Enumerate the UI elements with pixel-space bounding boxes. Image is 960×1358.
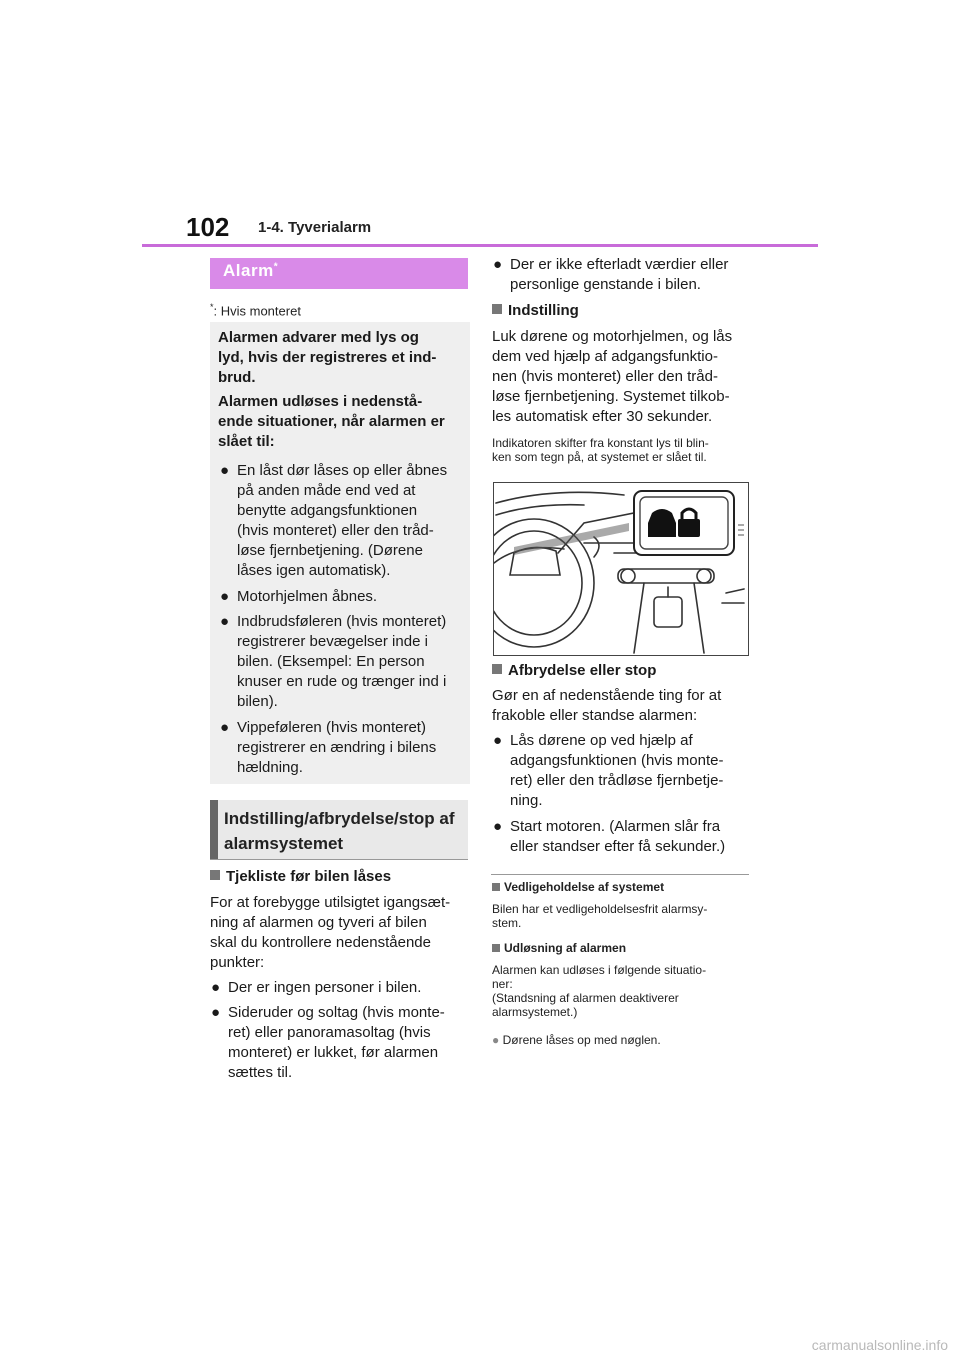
udloesning-bullet [492, 1033, 661, 1047]
setup-section-heading [210, 800, 468, 860]
text-line: adgangsfunktionen (hvis monte- [510, 752, 724, 769]
square-bullet-icon [492, 944, 500, 952]
text-line: ner: [492, 977, 513, 991]
indstilling-paragraph [492, 327, 732, 427]
alarm-bullet [220, 461, 448, 581]
text-line: Alarmen udløses i nedenstå- [218, 393, 423, 410]
square-bullet-icon [492, 304, 502, 314]
text-line: Der er ikke efterladt værdier eller [510, 256, 729, 273]
text-line: Motorhjelmen åbnes. [237, 588, 378, 605]
setup-title [224, 806, 466, 856]
text-line: frakoble eller standse alarmen: [492, 707, 698, 724]
text-line: Alarmen kan udløses i følgende situatio- [492, 963, 707, 977]
text-line: på anden måde end ved at [237, 482, 416, 499]
indicator-note [492, 436, 709, 464]
text-line: ning af alarmen og tyveri af bilen [210, 914, 427, 931]
text-line: låses igen automatisk). [237, 562, 391, 579]
text-line: ende situationer, når alarmen er [218, 413, 445, 430]
text-line: alarmsystemet.) [492, 1005, 578, 1019]
footnote [210, 302, 301, 318]
alarm-intro-2 [218, 392, 445, 452]
checklist-bullet [493, 255, 729, 295]
text-line: personlige genstande i bilen. [510, 276, 701, 293]
text-line: stem. [492, 916, 522, 930]
square-bullet-icon [210, 870, 220, 880]
text-line: ken som tegn på, at systemet er slået til. [492, 450, 707, 464]
bullet-dot-icon: ● [220, 462, 230, 479]
text-line: dem ved hjælp af adgangsfunktio- [492, 348, 718, 365]
text-line: ning. [510, 792, 543, 809]
heading-underline [210, 859, 468, 860]
alarm-bullet [220, 718, 437, 778]
text-line: (Standsning af alarmen deaktiverer [492, 991, 679, 1005]
heading-text: Tjekliste før bilen låses [226, 868, 392, 885]
bullet-dot-icon: ● [220, 588, 230, 605]
text-line: Vippeføleren (hvis monteret) [237, 719, 426, 736]
text-line: Indbrudsføleren (hvis monteret) [237, 613, 447, 630]
heading-text: Indstilling [508, 302, 579, 319]
checklist-heading [210, 868, 391, 885]
text-line: Gør en af nedenstående ting for at [492, 687, 722, 704]
udloesning-text [492, 963, 706, 1019]
notes-divider [491, 874, 749, 875]
text-line: registrerer en ændring i bilens [237, 739, 437, 756]
text-line: eller standser efter få sekunder.) [510, 838, 726, 855]
text-line: Luk dørene og motorhjelmen, og lås [492, 328, 733, 345]
page-number: 102 [186, 212, 230, 242]
vedligehold-heading [492, 880, 664, 894]
alarm-bullet [220, 587, 378, 607]
checklist-bullet [211, 1003, 445, 1083]
text-line: Dørene låses op med nøglen. [502, 1033, 661, 1047]
afbrydelse-bullet [493, 731, 724, 811]
afbrydelse-paragraph [492, 686, 721, 726]
text-line: Start motoren. (Alarmen slår fra [510, 818, 721, 835]
vedligehold-text [492, 902, 707, 930]
bullet-dot-icon: ● [220, 613, 230, 630]
text-line: Sideruder og soltag (hvis monte- [228, 1004, 445, 1021]
text-line: monteret) er lukket, før alarmen [228, 1044, 439, 1061]
alarm-intro-1 [218, 328, 436, 388]
text-line: lyd, hvis der registreres et ind- [218, 349, 437, 366]
text-line: løse fjernbetjening. (Dørene [237, 542, 423, 559]
square-bullet-icon [492, 883, 500, 891]
footnote-text: : Hvis monteret [213, 303, 301, 319]
chapter-title: 1-4. Tyverialarm [258, 219, 372, 236]
text-line: punkter: [210, 954, 265, 971]
text-line: ret) eller den trådløse fjernbetje- [510, 772, 724, 789]
alarm-bullet [220, 612, 447, 712]
bullet-dot-icon: ● [211, 1004, 221, 1021]
text-line: løse fjernbetjening. Systemet tilkob- [492, 388, 730, 405]
text-line: Indikatoren skifter fra konstant lys til blin- [492, 436, 709, 450]
text-line: Lås dørene op ved hjælp af [510, 732, 693, 749]
text-line: hældning. [237, 759, 303, 776]
text-line: skal du kontrollere nedenstående [210, 934, 431, 951]
text-line: brud. [218, 369, 256, 386]
dashboard-illustration [493, 482, 749, 656]
text-line: Bilen har et vedligeholdelsesfrit alarmsy- [492, 902, 708, 916]
text-line: bilen. (Eksempel: En person [237, 653, 425, 670]
text-line: nen (hvis monteret) eller den tråd- [492, 368, 718, 385]
alarm-section-heading [210, 258, 468, 289]
afbrydelse-bullet [493, 817, 726, 857]
heading-text: Vedligeholdelse af systemet [504, 880, 665, 894]
afbrydelse-heading [492, 662, 656, 679]
text-line: knuser en rude og trænger ind i [237, 673, 447, 690]
square-bullet-icon [492, 664, 502, 674]
text-line: bilen). [237, 693, 278, 710]
text-line: benytte adgangsfunktionen [237, 502, 418, 519]
text-line: registrerer bevægelser inde i [237, 633, 428, 650]
text-line: alarmsystemet [224, 834, 344, 853]
bullet-dot-icon: ● [493, 732, 503, 749]
footnote-marker: * [210, 302, 214, 312]
header-rule [142, 244, 818, 247]
text-line: les automatisk efter 30 sekunder. [492, 408, 713, 425]
text-line: For at forebygge utilsigtet igangsæt- [210, 894, 451, 911]
text-line: Indstilling/afbrydelse/stop af [224, 809, 455, 828]
alarm-title: Alarm [223, 261, 274, 280]
text-line: En låst dør låses op eller åbnes [237, 462, 448, 479]
car-dashboard-icon [494, 483, 748, 655]
indstilling-heading [492, 302, 579, 319]
bullet-dot-icon: ● [493, 256, 503, 273]
heading-accent-bar [210, 800, 218, 860]
heading-text: Udløsning af alarmen [504, 941, 627, 955]
text-line: sættes til. [228, 1064, 293, 1081]
checklist-bullet [211, 978, 422, 998]
bullet-dot-icon: ● [220, 719, 230, 736]
watermark: carmanualsonline.info [811, 1337, 948, 1353]
alarm-title-marker: * [273, 261, 279, 273]
bullet-dot-icon: ● [211, 979, 221, 996]
checklist-paragraph [210, 893, 450, 973]
bullet-dot-icon: ● [493, 818, 503, 835]
text-line: Der er ingen personer i bilen. [228, 979, 422, 996]
alarm-info-box [210, 322, 470, 784]
bullet-dot-icon: ● [492, 1033, 500, 1047]
udloesning-heading [492, 941, 626, 955]
heading-text: Afbrydelse eller stop [508, 662, 657, 679]
text-line: (hvis monteret) eller den tråd- [237, 522, 434, 539]
text-line: Alarmen advarer med lys og [218, 329, 419, 346]
text-line: ret) eller panoramasoltag (hvis [228, 1024, 431, 1041]
text-line: slået til: [218, 433, 275, 450]
